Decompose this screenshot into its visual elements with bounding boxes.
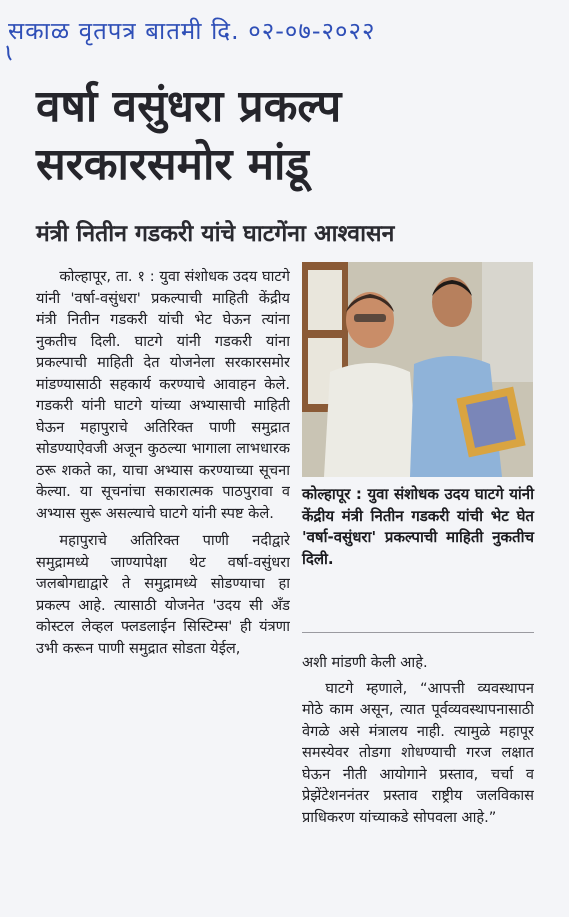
headline-line-1: वर्षा वसुंधरा प्रकल्प [36, 81, 342, 132]
body-paragraph-2: महापुराचे अतिरिक्त पाणी नदीद्वारे समुद्रामध्ये जाण्यापेक्षा थेट वर्षा-वसुंधरा जलबोगद्याद्वारे ते समुद्रामध्ये सोडण्याचा हा प्रकल्प आहे. त्यासाठी योजनेत 'उदय सी अँड कोस्टल लेव्हल फ्लडलाईन सिस्टिम्स' ही यंत्रणा उभी करून पाणी समुद्रात सोडता येईल, [36, 532, 290, 657]
body-paragraph-4: घाटगे म्हणाले, “आपत्ती व्यवस्थापन मोठे काम असून, त्यात पूर्वव्यवस्थापनासाठी वेगळे असे मंत्रालय नाही. त्यामुळे महापूर समस्येवर तोडगा शोधण्याची गरज लक्षात घेऊन नीती आयोगाने प्रस्ताव, चर्चा व प्रेझेंटेशननंतर प्रस्ताव राष्ट्रीय जलविकास प्राधिकरण यांच्याकडे सोपवला आहे.” [302, 679, 534, 826]
article-body-right-column [302, 652, 534, 914]
clipping-source-line [0, 0, 569, 62]
caption-divider [302, 632, 534, 633]
body-paragraph-1: कोल्हापूर, ता. १ : युवा संशोधक उदय घाटगे यांनी 'वर्षा-वसुंधरा' प्रकल्पाची माहिती केंद्रीय मंत्री नितीन गडकरी यांची भेट घेऊन त्यांना नुकतीच दिली. घाटगे यांनी गडकरी यांना प्रकल्पाची माहिती देत योजनेला सरकारसमोर मांडण्यासाठी सहकार्य करण्याचे आवाहन केले. गडकरी यांनी घाटगे यांच्या अभ्यासाची माहिती घेऊन महापुराचे अतिरिक्त पाणी समुद्रात सोडण्याऐवजी अजून कुठल्या भागाला लाभधारक ठरू शकते का, याचा अभ्यास करण्याच्या सूचना केल्या. या सूचनांचा सकारात्मक पाठपुरावा व अभ्यास सुरू असल्याचे घाटगे यांनी स्पष्ट केले. [36, 268, 290, 522]
headline-line-2: सरकारसमोर मांडू [36, 139, 309, 190]
body-paragraph-3: अशी मांडणी केली आहे. [302, 654, 428, 671]
article-headline [36, 78, 556, 194]
article-subheadline: मंत्री नितीन गडकरी यांचे घाटगेंना आश्वासन [36, 221, 395, 247]
photo-illustration [302, 262, 533, 477]
photo-caption: कोल्हापूर : युवा संशोधक उदय घाटगे यांनी केंद्रीय मंत्री नितीन गडकरी यांची भेट घेत 'वर्षा-वसुंधरा' प्रकल्पाची माहिती नुकतीच दिली. [302, 485, 534, 568]
pen-mark-icon [4, 44, 18, 62]
article-photo [302, 262, 533, 477]
article-body-left-column [36, 266, 290, 912]
clipping-source-text: सकाळ वृतपत्र बातमी दि. ०२-०७-२०२२ [8, 17, 376, 45]
